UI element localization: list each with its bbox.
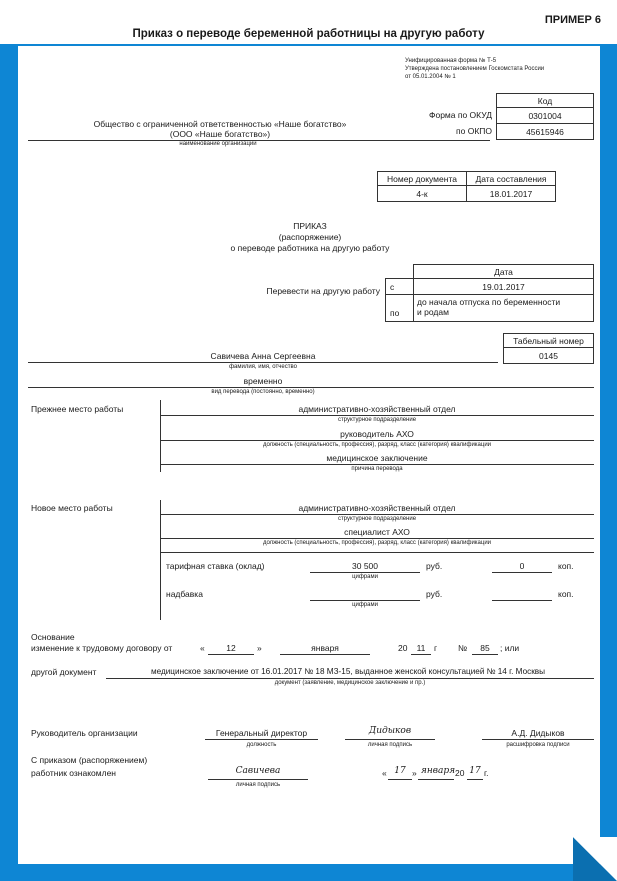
employee-signature-caption: личная подпись bbox=[235, 782, 281, 788]
form-meta-line: Унифицированная форма № Т-5 bbox=[405, 58, 497, 64]
employee-signature: Савичева bbox=[235, 766, 281, 776]
prev-reason: медицинское заключение bbox=[326, 453, 428, 463]
ack-month: января bbox=[420, 766, 456, 776]
prev-position-caption: должность (специальность, профессия), разряд, класс (категория) квалификации bbox=[262, 442, 492, 448]
head-position-caption: должность bbox=[246, 742, 277, 748]
doc-number-header: Номер документа bbox=[377, 171, 467, 186]
new-department: административно-хозяйственный отдел bbox=[298, 503, 456, 513]
new-position-caption: должность (специальность, профессия), разряд, класс (категория) квалификации bbox=[262, 540, 492, 546]
basis-month: января bbox=[311, 643, 339, 653]
other-document-label: другой документ bbox=[31, 667, 97, 677]
rate-value: 30 500 bbox=[352, 561, 378, 571]
new-place-label: Новое место работы bbox=[31, 503, 113, 513]
basis-or: ; или bbox=[500, 643, 520, 653]
transfer-date-header: Дата bbox=[413, 264, 594, 279]
prev-reason-caption: причина перевода bbox=[351, 466, 403, 472]
ack-day: 17 bbox=[394, 766, 406, 776]
codes-header: Код bbox=[496, 93, 594, 108]
basis-quote-close: » bbox=[257, 643, 262, 653]
basis-year-suffix: г bbox=[434, 643, 438, 653]
doc-number-value: 4-к bbox=[377, 185, 467, 202]
order-heading bbox=[160, 221, 460, 254]
organization-caption: наименование организации bbox=[179, 141, 257, 147]
form-meta bbox=[405, 57, 544, 81]
order-heading-subtitle: (распоряжение) bbox=[278, 232, 342, 242]
basis-year-prefix: 20 bbox=[398, 643, 408, 653]
form-meta-line: от 05.01.2004 № 1 bbox=[405, 74, 456, 80]
order-heading-subject: о переводе работника на другую работу bbox=[230, 243, 390, 253]
basis-label: Основание bbox=[31, 632, 75, 642]
rate-kop: коп. bbox=[558, 561, 574, 571]
doc-date-header: Дата составления bbox=[466, 171, 556, 186]
prev-place-label: Прежнее место работы bbox=[31, 404, 124, 414]
okud-label: Форма по ОКУД bbox=[429, 110, 492, 120]
okpo-value: 45615946 bbox=[496, 123, 594, 140]
ack-year: 17 bbox=[469, 766, 481, 776]
basis-contract-label: изменение к трудовому договору от bbox=[31, 643, 173, 653]
rate-rub: руб. bbox=[426, 561, 443, 571]
tab-number-header: Табельный номер bbox=[503, 333, 594, 348]
head-signature: Дидыков bbox=[368, 726, 412, 736]
page-fold-corner bbox=[573, 837, 617, 881]
ack-quote-open: « bbox=[382, 768, 387, 778]
bonus-label: надбавка bbox=[166, 589, 203, 599]
transfer-label: Перевести на другую работу bbox=[266, 286, 380, 296]
doc-date-value: 18.01.2017 bbox=[466, 185, 556, 202]
okud-value: 0301004 bbox=[496, 107, 594, 124]
transfer-from-label: с bbox=[385, 278, 414, 295]
organization-name: Общество с ограниченной ответственностью «Наше богатство» bbox=[93, 119, 347, 129]
rate-kop-value: 0 bbox=[519, 561, 525, 571]
transfer-type-caption: вид перевода (постоянно, временно) bbox=[211, 389, 315, 395]
rate-caption: цифрами bbox=[352, 574, 378, 580]
basis-quote-open: « bbox=[200, 643, 205, 653]
organization-short-name: (ООО «Наше богатство») bbox=[169, 129, 271, 139]
prev-position: руководитель АХО bbox=[340, 429, 414, 439]
bonus-rub: руб. bbox=[426, 589, 443, 599]
head-name-caption: расшифровка подписи bbox=[506, 742, 570, 748]
bonus-caption: цифрами bbox=[352, 602, 378, 608]
basis-number: 85 bbox=[480, 643, 490, 653]
transfer-from-value: 19.01.2017 bbox=[413, 278, 594, 295]
rate-label: тарифная ставка (оклад) bbox=[166, 561, 265, 571]
head-label: Руководитель организации bbox=[31, 728, 138, 738]
other-document-caption: документ (заявление, медицинское заключение и пр.) bbox=[274, 680, 426, 686]
employee-name: Савичева Анна Сергеевна bbox=[210, 351, 316, 361]
ack-quote-close: » bbox=[412, 768, 417, 778]
head-position: Генеральный директор bbox=[215, 728, 308, 738]
tab-number-value: 0145 bbox=[503, 347, 594, 364]
form-meta-line: Утверждена постановлением Госкомстата России bbox=[405, 66, 545, 72]
employee-name-caption: фамилия, имя, отчество bbox=[229, 364, 297, 370]
transfer-type: временно bbox=[243, 376, 283, 386]
acknowledge-label: С приказом (распоряжением) bbox=[31, 755, 148, 765]
new-position: специалист АХО bbox=[344, 527, 410, 537]
transfer-to-label: по bbox=[385, 294, 414, 322]
page-title: Приказ о переводе беременной работницы на другую работу bbox=[132, 28, 485, 40]
prev-department-caption: структурное подразделение bbox=[337, 417, 417, 423]
acknowledge-label-2: работник ознакомлен bbox=[31, 768, 116, 778]
order-heading-title: ПРИКАЗ bbox=[293, 221, 327, 231]
new-department-caption: структурное подразделение bbox=[337, 516, 417, 522]
prev-department: административно-хозяйственный отдел bbox=[298, 404, 456, 414]
head-name: А.Д. Дидыков bbox=[511, 728, 565, 738]
basis-day: 12 bbox=[226, 643, 236, 653]
example-label: ПРИМЕР 6 bbox=[544, 14, 601, 26]
other-document-value: медицинское заключение от 16.01.2017 № 18 МЗ-15, выданное женской консультацией № 14 г. Москвы bbox=[150, 667, 546, 676]
bonus-kop: коп. bbox=[558, 589, 574, 599]
ack-year-prefix: 20 bbox=[455, 768, 465, 778]
head-signature-caption: личная подпись bbox=[367, 742, 413, 748]
ack-year-suffix: г. bbox=[484, 768, 489, 778]
transfer-to-value: до начала отпуска по беременности и родам bbox=[413, 294, 594, 322]
okpo-label: по ОКПО bbox=[456, 126, 492, 136]
basis-number-label: № bbox=[458, 643, 468, 653]
basis-year: 11 bbox=[416, 643, 426, 653]
